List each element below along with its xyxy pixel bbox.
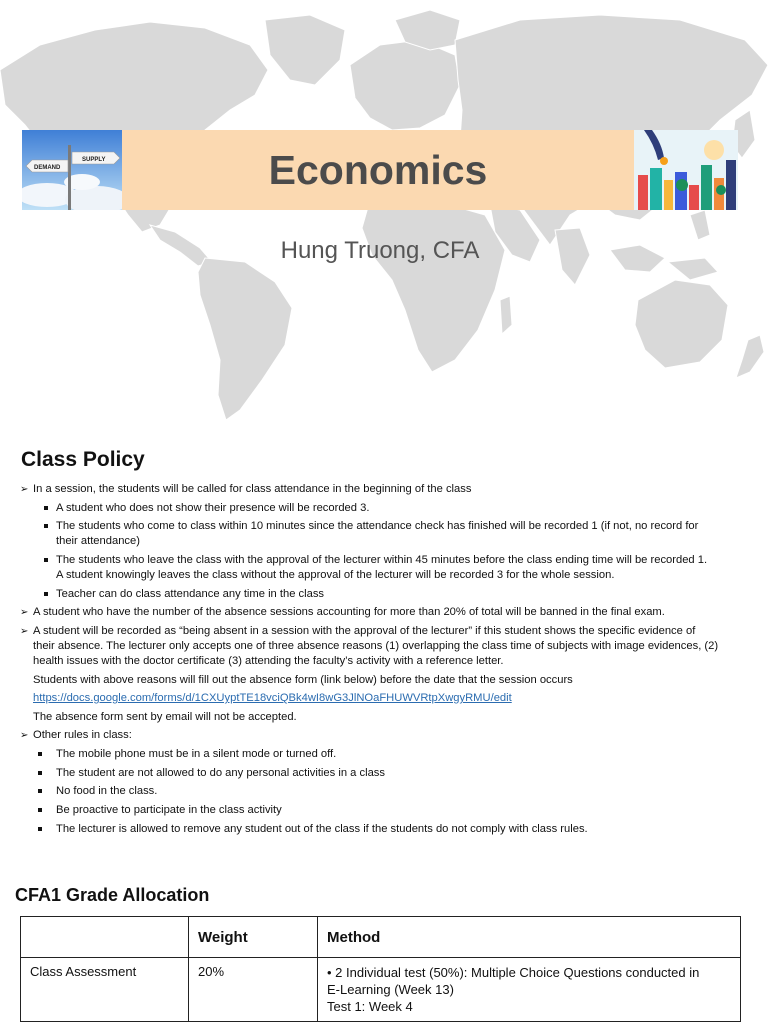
- square-bullet-icon: [44, 506, 48, 510]
- table-header-method: Method: [318, 917, 741, 958]
- method-line: Test 1: Week 4: [327, 999, 413, 1014]
- square-bullet-icon: [38, 827, 42, 831]
- table-header-empty: [21, 917, 189, 958]
- supply-sign-label: SUPPLY: [82, 157, 106, 163]
- method-line: E-Learning (Week 13): [327, 982, 454, 997]
- arrow-bullet-icon: ➢: [20, 730, 29, 741]
- world-map-background: [0, 0, 768, 420]
- table-header-weight: Weight: [189, 917, 318, 958]
- policy-line: their attendance): [56, 535, 140, 547]
- demand-sign-label: DEMAND: [34, 165, 61, 171]
- policy-line: A student who have the number of the absence sessions accounting for more than 20% of total will be banned in the final exam.: [33, 606, 665, 618]
- table-row: [21, 958, 741, 1022]
- policy-line: A student knowingly leaves the class without the approval of the lecturer will be recorded 3 for the whole session.: [56, 569, 615, 581]
- arrow-bullet-icon: ➢: [20, 626, 29, 637]
- policy-line: The student are not allowed to do any personal activities in a class: [56, 767, 385, 779]
- demand-supply-signpost-image: [22, 130, 122, 210]
- grade-allocation-heading: CFA1 Grade Allocation: [15, 885, 210, 905]
- policy-line: Students with above reasons will fill out the absence form (link below) before the date that the session occurs: [33, 674, 573, 686]
- arrow-bullet-icon: ➢: [20, 607, 29, 618]
- square-bullet-icon: [44, 558, 48, 562]
- policy-line: Be proactive to participate in the class activity: [56, 804, 282, 816]
- policy-line: The absence form sent by email will not be accepted.: [33, 711, 297, 723]
- square-bullet-icon: [44, 592, 48, 596]
- square-bullet-icon: [44, 524, 48, 528]
- policy-line: In a session, the students will be called for class attendance in the beginning of the class: [33, 483, 472, 495]
- slide-title: Economics: [268, 147, 488, 193]
- policy-line: Other rules in class:: [33, 729, 132, 741]
- policy-line: The lecturer is allowed to remove any student out of the class if the students do not comply with class rules.: [56, 823, 588, 835]
- policy-line: A student who does not show their presence will be recorded 3.: [56, 502, 370, 514]
- weight-cell: 20%: [189, 958, 318, 1022]
- policy-line: health issues with the doctor certificate (3) attending the faculty’s activity with a reference letter.: [33, 655, 504, 667]
- policy-line: The students who come to class within 10 minutes since the attendance check has finished will be recorded 1 (if not, no record for: [56, 520, 699, 532]
- class-policy-heading: Class Policy: [21, 448, 145, 471]
- economics-illustration-image: [634, 130, 738, 210]
- policy-line: Teacher can do class attendance any time in the class: [56, 588, 325, 600]
- policy-line: A student will be recorded as “being absent in a session with the approval of the lecturer” if this student shows the specific evidence of: [33, 625, 696, 637]
- policy-line: The mobile phone must be in a silent mode or turned off.: [56, 748, 337, 760]
- arrow-bullet-icon: ➢: [20, 484, 29, 495]
- grade-allocation-table: [20, 916, 741, 1022]
- absence-form-link[interactable]: https://docs.google.com/forms/d/1CXUyptTE18vciQBk4wI8wG3JlNOaFHUWVRtpXwgyRMU/edit: [33, 692, 512, 704]
- square-bullet-icon: [38, 789, 42, 793]
- method-line: • 2 Individual test (50%): Multiple Choice Questions conducted in: [327, 965, 700, 980]
- square-bullet-icon: [38, 808, 42, 812]
- policy-line: No food in the class.: [56, 785, 158, 797]
- title-slide: [0, 0, 768, 420]
- table-header-row: [21, 917, 741, 958]
- square-bullet-icon: [38, 771, 42, 775]
- policy-line: The students who leave the class with the approval of the lecturer within 45 minutes before the class ending time will be recorded 1.: [56, 554, 708, 566]
- component-cell: Class Assessment: [21, 958, 189, 1022]
- square-bullet-icon: [38, 752, 42, 756]
- method-cell: [318, 958, 741, 1022]
- policy-line: their absence. The lecturer only accepts one of three absence reasons (1) overlapping the class time of subjects with image evidences, (2): [33, 640, 719, 652]
- author-name: Hung Truong, CFA: [280, 237, 480, 264]
